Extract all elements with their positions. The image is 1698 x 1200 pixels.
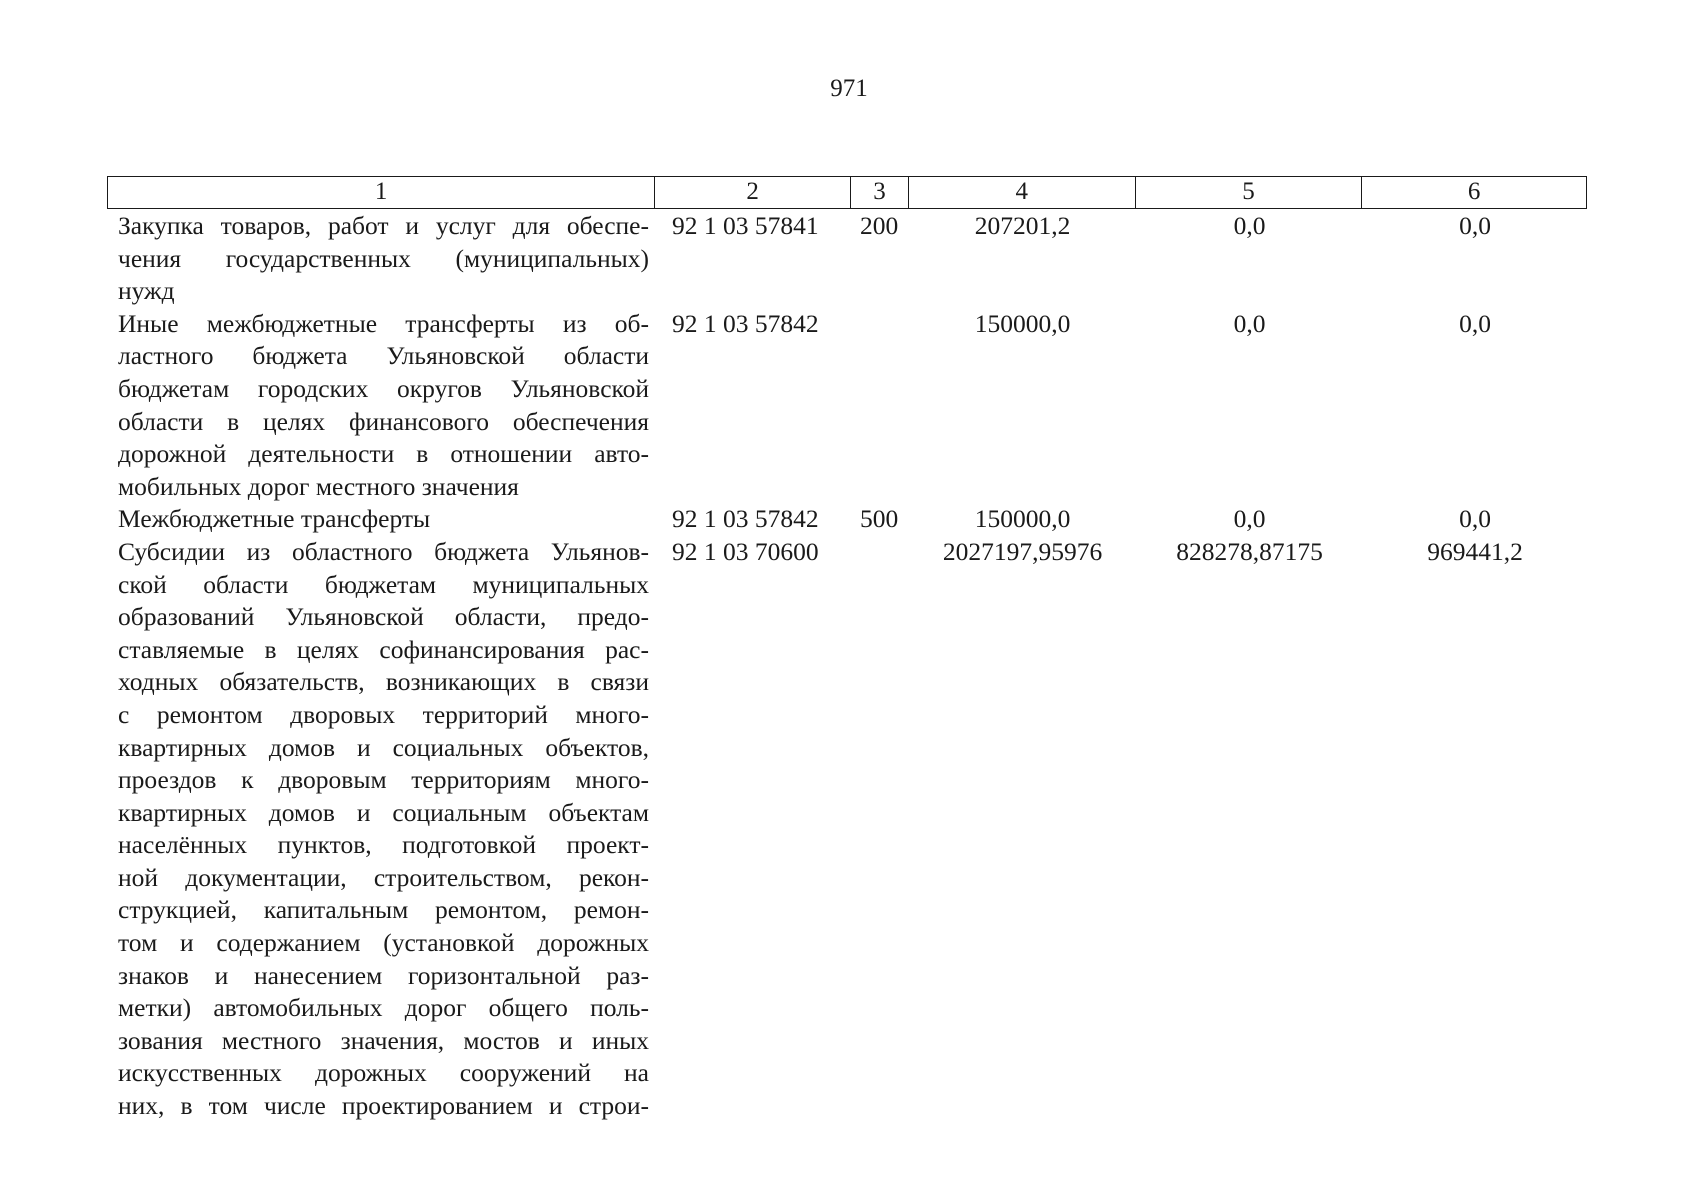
column-header-1: 1 — [108, 177, 655, 208]
row-value-5: 0,0 — [1233, 211, 1266, 240]
column-header-2: 2 — [655, 177, 851, 208]
page-number: 971 — [830, 75, 868, 102]
row-value-4: 150000,0 — [974, 504, 1071, 534]
description-line: ходных обязательств, возникающих в связи — [118, 667, 649, 697]
row-code: 92 1 03 70600 — [672, 536, 819, 566]
description-line: мобильных дорог местного значения — [118, 471, 519, 501]
column-header-3: 3 — [851, 177, 909, 208]
description-line: образований Ульяновской области, предо- — [118, 602, 649, 632]
row-type: 200 — [860, 211, 899, 240]
table-row — [107, 210, 1587, 308]
description-line: области в целях финансового обеспечения — [118, 406, 649, 436]
description-line: том и содержанием (установкой дорожных — [118, 928, 649, 958]
description-line: Межбюджетные трансферты — [118, 504, 431, 534]
description-line: струкцией, капитальным ремонтом, ремон- — [118, 895, 649, 925]
row-value-5: 0,0 — [1233, 504, 1266, 534]
description-line: зования местного значения, мостов и иных — [118, 1025, 649, 1055]
row-value-4: 150000,0 — [974, 308, 1071, 338]
column-header-5: 5 — [1136, 177, 1363, 208]
description-line: ной документации, строительством, рекон- — [118, 862, 649, 892]
table-row — [107, 503, 1587, 536]
row-description — [107, 536, 655, 1123]
description-line: Иные межбюджетные трансферты из об- — [118, 308, 649, 338]
description-line: знаков и нанесением горизонтальной раз- — [118, 960, 649, 990]
description-line: искусственных дорожных сооружений на — [118, 1058, 649, 1088]
row-value-5: 0,0 — [1233, 308, 1266, 338]
row-value-6: 969441,2 — [1427, 536, 1523, 566]
description-line: квартирных домов и социальных объектов, — [118, 732, 649, 762]
row-description — [107, 210, 655, 308]
description-line: ставляемые в целях софинансирования рас- — [118, 634, 649, 664]
column-header-4: 4 — [909, 177, 1136, 208]
table-header — [107, 176, 1587, 209]
description-line: метки) автомобильных дорог общего поль- — [118, 993, 649, 1023]
description-line: чения государственных (муниципальных) — [118, 243, 649, 273]
table-row — [107, 308, 1587, 504]
description-line: них, в том числе проектированием и строи- — [118, 1091, 649, 1121]
description-line: Закупка товаров, работ и услуг для обеспе- — [118, 211, 649, 240]
row-code: 92 1 03 57842 — [672, 308, 819, 338]
description-line: бюджетам городских округов Ульяновской — [118, 373, 649, 403]
column-header-6: 6 — [1467, 178, 1481, 205]
row-value-5: 828278,87175 — [1176, 536, 1323, 566]
row-value-6: 0,0 — [1459, 308, 1491, 338]
row-description — [107, 308, 655, 504]
description-line: ской области бюджетам муниципальных — [118, 569, 649, 599]
row-value-4: 2027197,95976 — [942, 536, 1103, 566]
row-type: 500 — [860, 504, 899, 534]
table-body — [107, 210, 1587, 1123]
description-line: Субсидии из областного бюджета Ульянов- — [118, 536, 649, 566]
description-line: населённых пунктов, подготовкой проект- — [118, 830, 649, 860]
description-line: проездов к дворовым территориям много- — [118, 765, 649, 795]
row-code: 92 1 03 57841 — [672, 211, 819, 240]
row-value-6: 0,0 — [1459, 504, 1491, 534]
description-line: с ремонтом дворовых территорий много- — [118, 699, 649, 729]
description-line: дорожной деятельности в отношении авто- — [118, 439, 649, 469]
table-row — [107, 536, 1587, 1123]
row-code: 92 1 03 57842 — [672, 504, 819, 534]
description-line: ластного бюджета Ульяновской области — [118, 341, 649, 371]
row-value-6: 0,0 — [1459, 211, 1491, 240]
description-line: нужд — [118, 276, 175, 306]
description-line: квартирных домов и социальным объектам — [118, 797, 649, 827]
row-value-4: 207201,2 — [974, 211, 1071, 240]
row-description — [107, 503, 655, 536]
